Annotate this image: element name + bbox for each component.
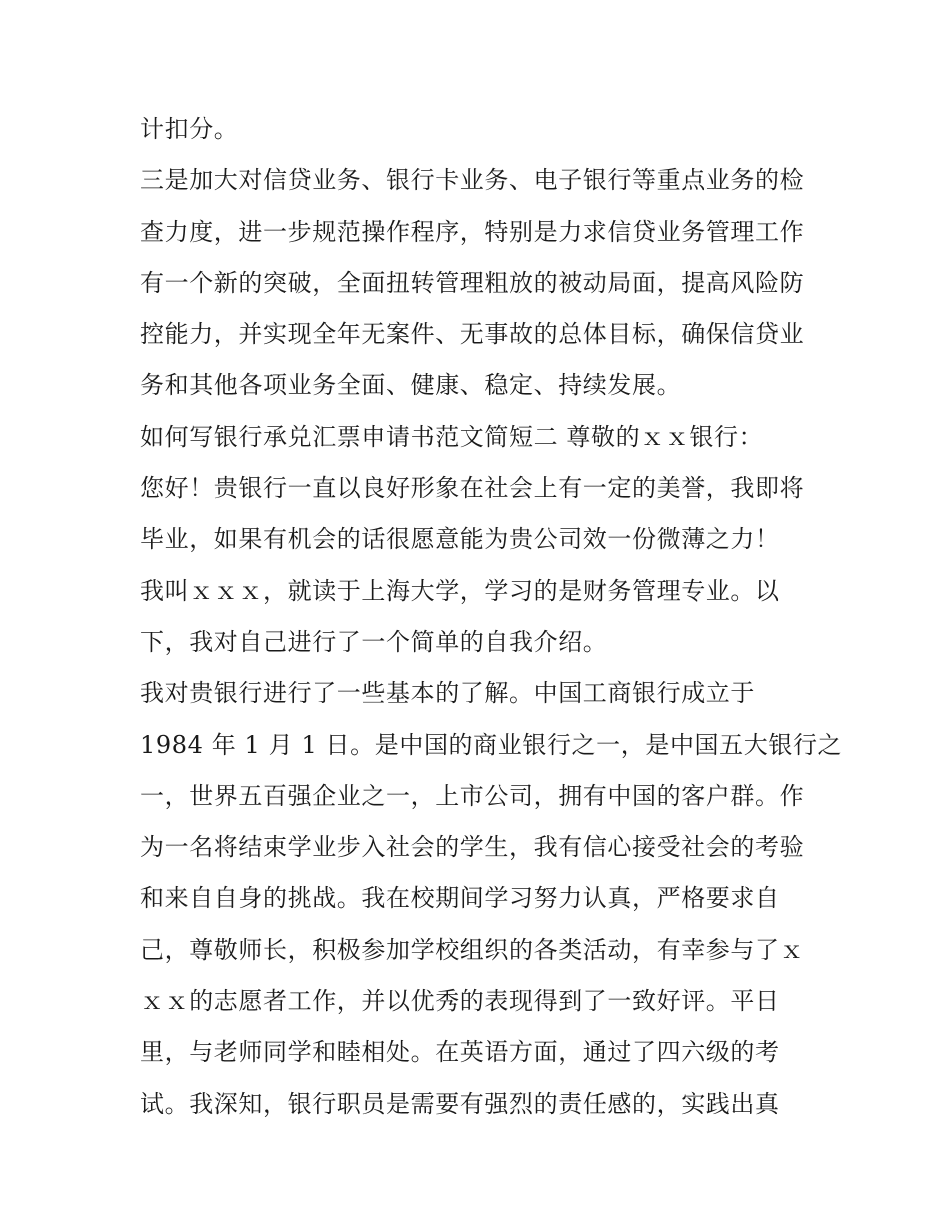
text-line: 您好！贵银行一直以良好形象在社会上有一定的美誉，我即将 <box>140 474 805 503</box>
text-line: 务和其他各项业务全面、健康、稳定、持续发展。 <box>140 371 682 400</box>
section-heading-line: 如何写银行承兑汇票申请书范文简短二 尊敬的ｘｘ银行： <box>140 422 764 451</box>
text-line: 有一个新的突破，全面扭转管理粗放的被动局面，提高风险防 <box>140 268 805 297</box>
text-line: 控能力，并实现全年无案件、无事故的总体目标，确保信贷业 <box>140 320 805 349</box>
text-line: 下，我对自己进行了一个简单的自我介绍。 <box>140 627 608 656</box>
text-line: ｘｘ的志愿者工作，并以优秀的表现得到了一致好评。平日 <box>140 987 780 1016</box>
text-line: 计扣分。 <box>140 115 239 143</box>
text-line: 查力度，进一步规范操作程序，特别是力求信贷业务管理工作 <box>140 217 805 246</box>
text-line: 我对贵银行进行了一些基本的了解。中国工商银行成立于 <box>140 679 755 708</box>
text-line: 一，世界五百强企业之一，上市公司，拥有中国的客户群。作 <box>140 781 805 810</box>
text-line: 里，与老师同学和睦相处。在英语方面，通过了四六级的考 <box>140 1038 780 1067</box>
text-line: 己，尊敬师长，积极参加学校组织的各类活动，有幸参与了ｘ <box>140 935 805 964</box>
text-line: 毕业，如果有机会的话很愿意能为贵公司效一份微薄之力！ <box>140 525 780 554</box>
text-line: 为一名将结束学业步入社会的学生，我有信心接受社会的考验 <box>140 833 805 862</box>
text-line: 和来自自身的挑战。我在校期间学习努力认真，严格要求自 <box>140 884 780 913</box>
document-body <box>140 108 843 1134</box>
text-line: 试。我深知，银行职员是需要有强烈的责任感的，实践出真 <box>140 1089 780 1118</box>
text-line: 1984 年 1 月 1 日。是中国的商业银行之一，是中国五大银行之 <box>140 730 843 759</box>
text-line: 我叫ｘｘｘ，就读于上海大学，学习的是财务管理专业。以 <box>140 576 780 605</box>
text-line: 三是加大对信贷业务、银行卡业务、电子银行等重点业务的检 <box>140 166 805 195</box>
